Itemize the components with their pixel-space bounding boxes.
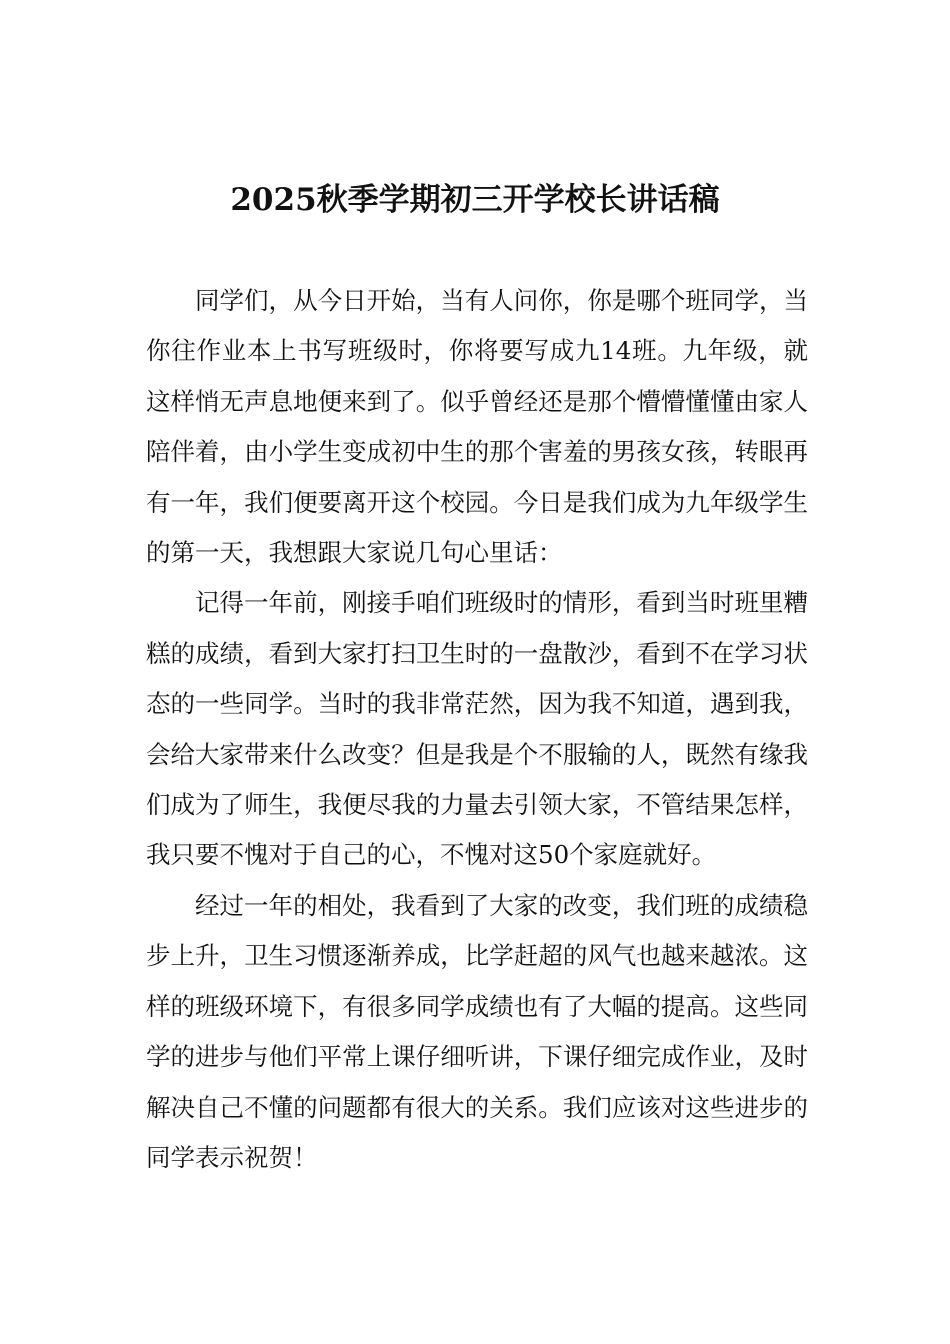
document-title: 2025秋季学期初三开学校长讲话稿 (230, 182, 720, 218)
paragraph-2: 记得一年前，刚接手咱们班级时的情形，看到当时班里糟糕的成绩，看到大家打扫卫生时的一盘散沙，看到不在学习状态的一些同学。当时的我非常茫然，因为我不知道，遇到我，会给大家带来什么改变？但是我是个不服输的人，既然有缘我们成为了师生，我便尽我的力量去引领大家，不管结果怎样，我只要不愧对于自己的心，不愧对这50个家庭就好。 (146, 588, 808, 870)
paragraph-3: 经过一年的相处，我看到了大家的改变，我们班的成绩稳步上升，卫生习惯逐渐养成，比学赶超的风气也越来越浓。这样的班级环境下，有很多同学成绩也有了大幅的提高。这些同学的进步与他们平常上课仔细听讲，下课仔细完成作业，及时解决自己不懂的问题都有很大的关系。我们应该对这些进步的同学表示祝贺！ (146, 890, 808, 1172)
document-body (146, 276, 808, 1183)
paragraph-1: 同学们，从今日开始，当有人问你，你是哪个班同学，当你往作业本上书写班级时，你将要写成九14班。九年级，就这样悄无声息地便来到了。似乎曾经还是那个懵懵懂懂由家人陪伴着，由小学生变成初中生的那个害羞的男孩女孩，转眼再有一年，我们便要离开这个校园。今日是我们成为九年级学生的第一天，我想跟大家说几句心里话： (146, 286, 808, 568)
